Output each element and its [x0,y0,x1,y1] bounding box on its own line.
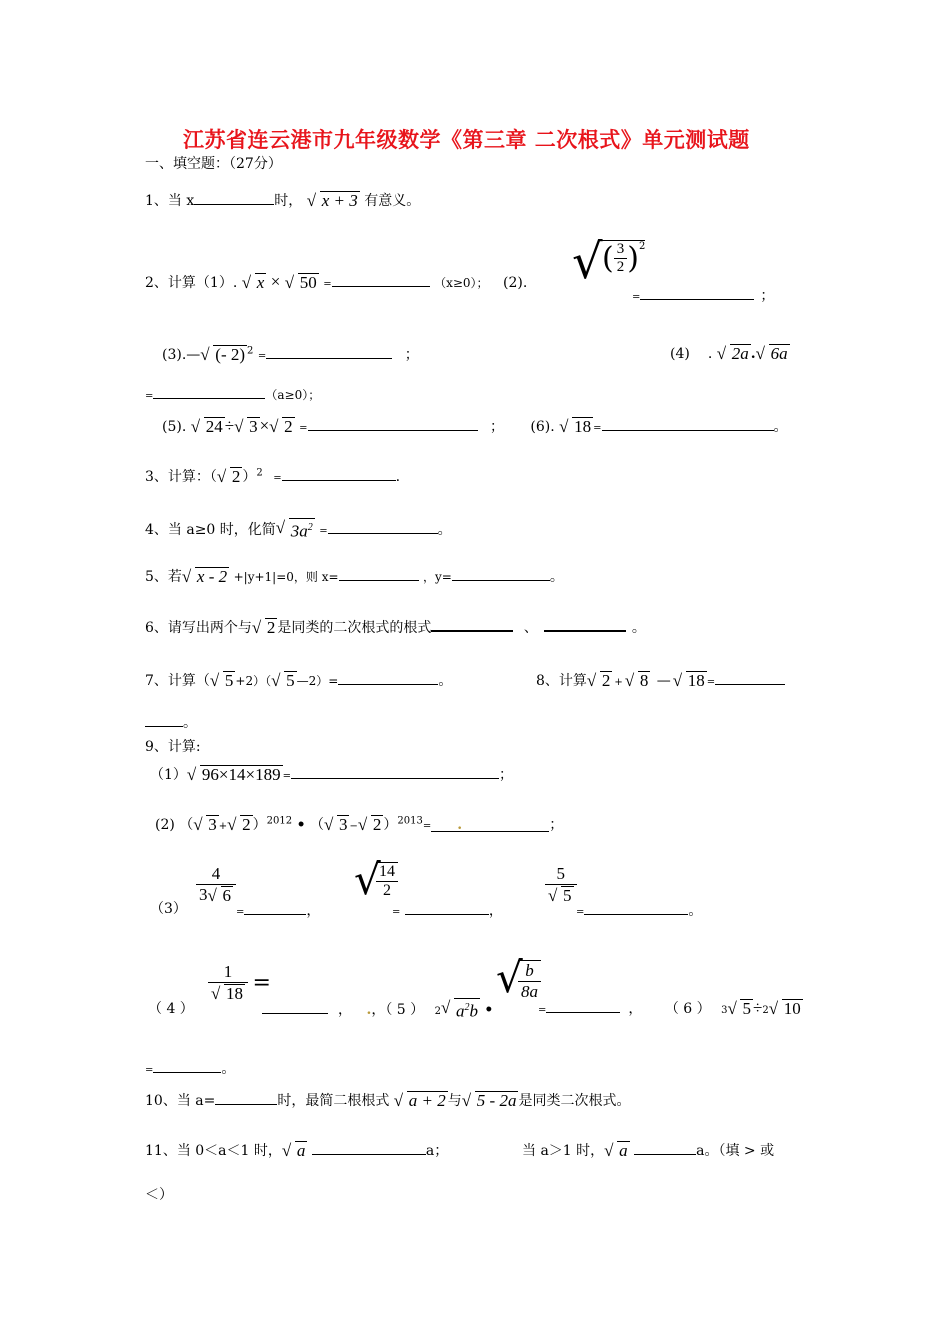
q9-3-fraction-1: 4 3 √ 6 [196,864,236,906]
question-4: 4、当 a≥0 时，化简 √ $3a^2$ = 。 [145,518,452,541]
q9-3-radical-2: √ [354,855,381,904]
q9-3c-blank[interactable] [584,900,688,915]
q2-1-blank[interactable] [332,272,430,287]
question-10: 10、当 a= 时，最简二根根式 √ a + 2 与 √ 5 - 2a 是同类二次根式。 [145,1091,631,1110]
q2-2-blank[interactable] [640,285,754,300]
q2-3-blank[interactable] [266,344,392,359]
question-8: 8、计算 √ 2 + √ 8 — √ 18 = [536,670,785,691]
q9-6-blank[interactable] [153,1058,221,1073]
q1-text: 1、当 x [145,193,195,209]
q11-blank-2[interactable] [634,1140,696,1155]
q1-blank[interactable] [194,190,274,205]
question-2-line-2: (3).— √ (- 2) $^2$ = ； [162,345,419,364]
q11-blank-1[interactable] [312,1140,426,1155]
question-9: 9、计算: [145,739,201,755]
section-heading: 一、填空题：（27分） [145,156,282,172]
q9-5-radical: √ [496,953,523,1002]
q9-3-fraction-3: 5 √ 5 [545,864,577,906]
question-9-1: （1） √ 96×14×189 = ； [150,765,513,784]
question-7: 7、计算（ √ 5 +2）（ √ 5 —2）= 。 [145,671,453,690]
question-6: 6、请写出两个与 √ 2 是同类的二次根式的根式 、 。 [145,618,646,637]
question-3: 3、计算：（ √ 2 ）$^2$ = . [145,467,401,486]
q9-5-blank[interactable] [546,998,620,1013]
q9-1-blank[interactable] [291,764,499,779]
q9-4-blank[interactable] [262,999,328,1014]
q8-blank-cont[interactable] [145,712,183,727]
q6-blank-1[interactable] [431,616,513,632]
q9-2-blank[interactable]: . [431,817,549,832]
q9-3a-blank[interactable] [244,900,306,915]
q5-x-blank[interactable] [339,566,419,581]
q9-4-fraction: 1 √ 18 = [208,962,271,1004]
q6-blank-2[interactable] [544,616,626,632]
question-1: 1、当 x 时， √ x + 3 有意义。 [145,191,421,210]
question-9-2: (2) （ √ 3 + √ 2 ）$^{2012}$ • （ √ 3 − √ 2 ）$^{2013}$= . ； [155,815,564,834]
q10-blank[interactable] [215,1090,277,1105]
question-9-3-label: （3） [150,901,187,917]
question-2-line-1: 2、计算（1）. √ x × √ 50 = （x≥0）； (2). [145,272,528,292]
q3-blank[interactable] [282,466,396,481]
question-11: 11、当 0＜a＜1 时， √ a a； [145,1141,449,1160]
q2-5-blank[interactable] [308,416,478,431]
q5-y-blank[interactable] [452,566,550,581]
q7-blank[interactable] [338,670,438,685]
q2-4-blank[interactable] [153,384,265,399]
q4-blank[interactable] [328,519,438,534]
q2-6-blank[interactable] [602,416,774,431]
page-title: 江苏省连云港市九年级数学《第三章 二次根式》单元测试题 [183,127,750,152]
q2-2-radical: √ [572,234,603,290]
question-2-line-3: (5). √ 24 ÷ √ 3 × √ 2 = ； (6). √ 18 = 。 [162,416,788,436]
q11-tail: ＜） [145,1187,173,1203]
q9-3b-blank[interactable] [405,900,489,915]
q8-blank[interactable] [715,670,785,685]
question-5: 5、若 √ x - 2 +|y+1|=0，则 x= ，y= 。 [145,567,564,586]
q1-radical: √ x + 3 [306,191,358,210]
